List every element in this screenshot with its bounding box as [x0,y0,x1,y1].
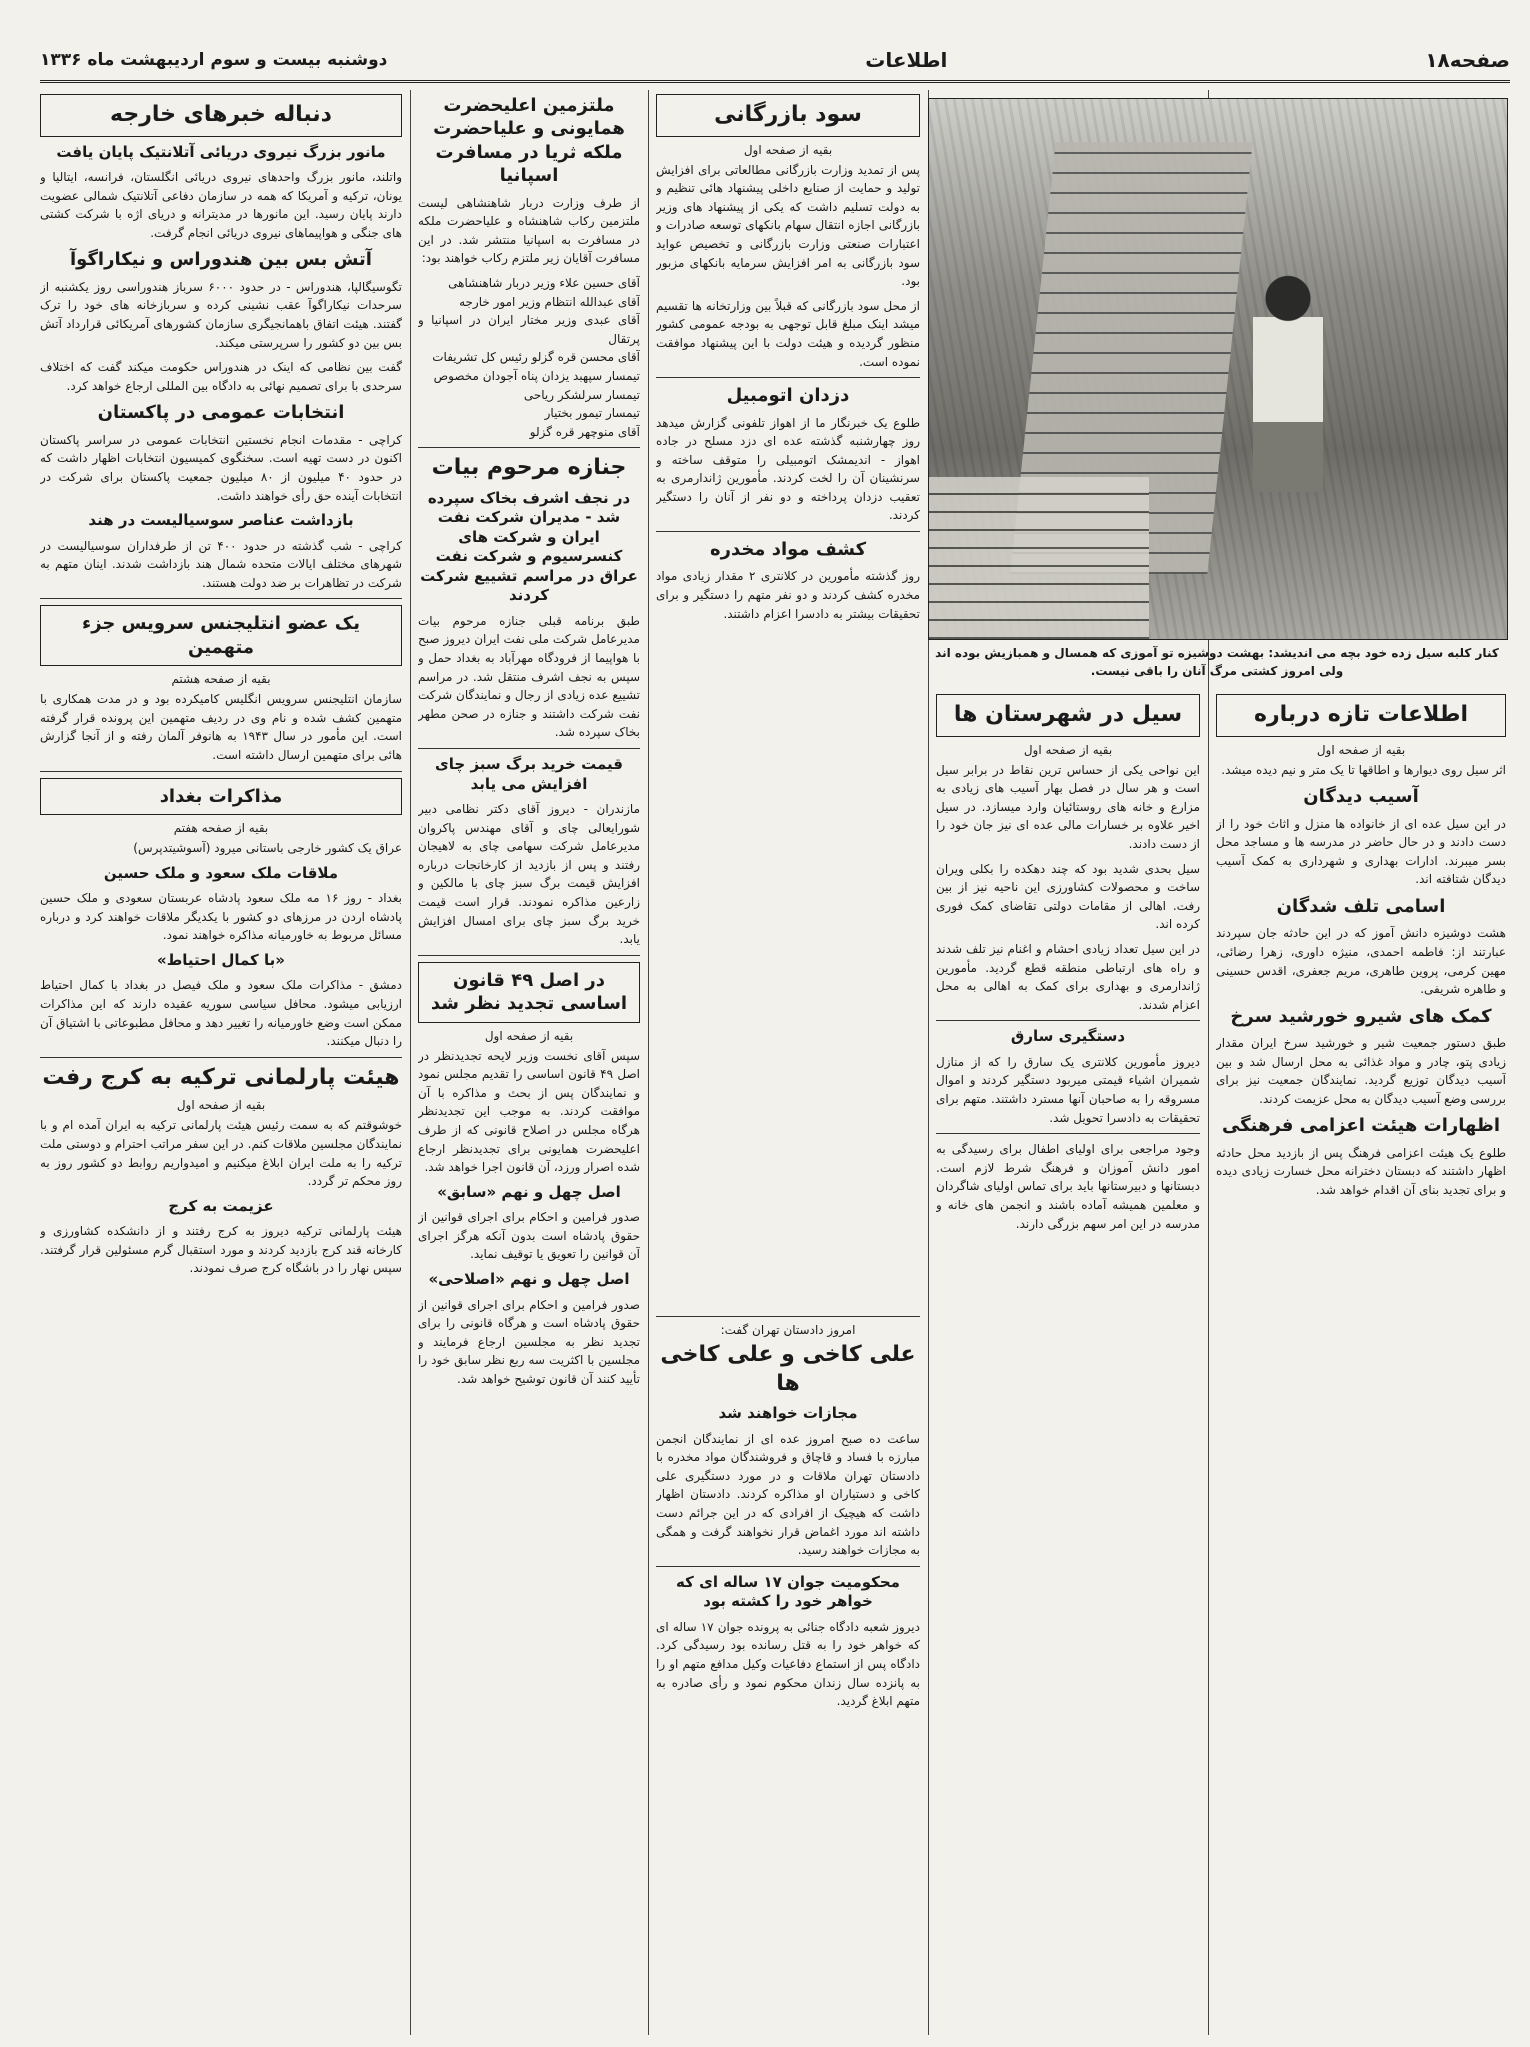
column-spain [418,90,640,2030]
subheading-article49-new: اصل چهل و نهم «اصلاحی» [428,1270,630,1288]
subheading-atlantic: مانور بزرگ نیروی دریائی آتلانتیک پایان یافت [56,142,386,161]
brick-pile [929,477,1149,639]
article-text: گفت بین نظامی که اینک در هندوراس حکومت میکند گفت که اختلاف سرحدی با برای تصمیم نهائی به دادگاه بین المللی ارجاع خواهد کرد. [40,360,402,393]
article-text: طبق دستور جمعیت شیر و خورشید سرخ ایران مقدار زیادی پتو، چادر و مواد غذائی به محل ارسال شد و بین آسیب دیدگان توزیع گردید. نمایندگان جمعیت نیز برای بررسی وضع آسیب دیدگان به محل عزیمت کردند. [1216,1036,1506,1106]
column-foreign [40,90,402,2030]
article-text: کراچی - شب گذشته در حدود ۴۰۰ تن از طرفداران سوسیالیست در شهرهای مختلف ایالات متحده شمال هند بازداشت شدند. اینان متهم به شرکت در تظاهرات بر ضد دولت هستند. [40,538,402,590]
article-text: این نواحی یکی از حساس ترین نقاط در برابر سیل است و هر سال در فصل بهار آسیب های زیادی به مزارع و خانه های روستائیان وارد میسازد. در سیل اخیر علاوه بر خسارات مالی عده ای نیز جان خود را از دست دادند. [936,762,1200,851]
photo-caption: کنار کلبه سیل زده خود بچه می اندیشد: بهشت دوشیزه تو آموزی که همسال و همبازیش بوده اند ولی امروز کشتی مرگ آنان را باقی نیست. [935,646,1499,678]
retinue-list [418,274,640,441]
continued-from: بقیه از صفحه اول [1023,742,1113,757]
subheading-delegation: اظهارات هیئت اعزامی فرهنگی [1221,1115,1501,1137]
kicker: امروز دادستان تهران گفت: [720,1323,856,1337]
subheading-karaj: عزیمت به کرج [168,1196,274,1215]
child-figure [1253,272,1323,492]
retinue-list-item: آقای محسن قره گزلو رئیس کل تشریفات [432,350,640,365]
article-text: طلوع یک هیئت اعزامی فرهنگ پس از بازدید محل حادثه اظهار داشتند که دبستان دخترانه محل خسارت زیادی دیده و برای تجدید بنای آن اقدام خواهد شد. [1216,1145,1506,1198]
subheading-victims: آسیب دیدگان [1303,786,1419,808]
article-text: واتلند، مانور بزرگ واحدهای نیروی دریائی انگلستان، فرانسه، ایتالیا و یونان، ترکیه و آمریکا که همه در سازمان دفاعی آتلانتیک شمالی عضویت دارند پایان رسید. این مانورها در مدیترانه و دریای اژه با شرکت کشتی های جنگی و هواپیماهای نیروی دریائی انجام گرفت. [40,170,402,240]
column-flood-briefs [1216,690,1506,2030]
subheadline-prosecutor: مجازات خواهند شد [718,1404,858,1423]
headline-intelligence: یک عضو انتلیجنس سرویس جزء متهمین [40,605,402,666]
headline-tea: قیمت خرید برگ سبز چای افزایش می یابد [435,755,623,793]
column-trade [656,90,920,1300]
retinue-list-item: تیمسار تیمور بختیار [544,406,640,421]
continued-from: بقیه از صفحه اول [1316,742,1406,757]
retinue-list-item: آقای حسین علاء وزیر دربار شاهنشاهی [448,275,640,290]
headline-baghdad: مذاکرات بغداد [40,778,402,815]
page-number: صفحه۱۸ [1425,48,1510,72]
subheading-names: اسامی تلف شدگان [1276,895,1446,917]
article-text: از طرف وزارت دربار شاهنشاهی لیست ملتزمین رکاب شاهنشاه و علیاحضرت ملکه در مسافرت به اسپانیا منتشر شد. در این مسافرت آقایان زیر ملتزم رکاب خواهند بود: [418,195,640,266]
retinue-list-item: تیمسار سپهبد یزدان پناه آجودان مخصوص [433,368,640,383]
article-text: دیروز مأمورین کلانتری یک سارق را که از منازل شمیران اشیاء قیمتی میربود دستگیر کردند و اموال مسروقه را به صاحبان آنها مسترد داشتند. متهم برای تحقیقات به دادسرا تحویل شد. [936,1054,1200,1125]
continued-from: بقیه از صفحه هفتم [173,821,269,836]
flood-photo [928,98,1508,640]
subheading-pakistan: انتخابات عمومی در پاکستان [97,402,345,424]
column-prosecutor [656,1310,920,2030]
article-text: دمشق - مذاکرات ملک سعود و ملک فیصل در بغداد با کمال احتیاط ارزیابی میشود. محافل سیاسی سوریه عقیده دارند که این مذاکرات ممکن است وضع خاورمیانه را تغییر دهد و محافل مطبوعاتی با اشتیاق آن را دنبال میکنند. [40,978,402,1049]
headline-constitution: در اصل ۴۹ قانون اساسی تجدید نظر شد [418,962,640,1023]
headline-theft: دستگیری سارق [1010,1027,1126,1046]
article-text: سیل بحدی شدید بود که چند دهکده را بکلی ویران ساخت و محصولات کشاورزی این ناحیه نیز از بین رفت. اهالی از مقامات دولتی تقاضای کمک فوری کرده اند. [936,861,1200,932]
continued-from: بقیه از صفحه اول [484,1028,574,1043]
article-text: هیئت پارلمانی ترکیه دیروز به کرج رفتند و از دانشکده کشاورزی و کارخانه قند کرج بازدید کردند و مورد استقبال گرم مسئولین قرار گرفتند. سپس نهار را در باشگاه کرج صرف نمودند. [40,1224,402,1276]
article-text: وجود مراجعی برای اولیای اطفال برای رسیدگی به امور دانش آموزان و فرهنگ شرط لازم است. دبستانها و دبیرستانها باید برای تماس اولیای شاگردان و معلمین همیشه آماده باشند و انجمن های خانه و مدرسه در این امر سهم بزرگی دارند. [936,1142,1200,1231]
headline-spain: ملتزمین اعلیحضرت همایونی و علیاحضرت ملکه ثریا در مسافرت اسپانیا [433,95,625,187]
article-text: تگوسیگالپا، هندوراس - در حدود ۶۰۰۰ سرباز هندوراسی روز یکشنبه از سرحدات نیکاراگوآ عقب نشینی کرده و سربازخانه های خود را ترک گفتند. هیئت اتفاق باهمانجیگری سازمان کشورهای آمریکائی قرارداد آتش بس بین دو کشور را سرپرستی میکند. [40,279,402,350]
article-text: مازندران - دیروز آقای دکتر نظامی دبیر شورایعالی چای و آقای مهندس پاکروان مدیرعامل شرکت سهامی چای به لاهیجان رفتند و پس از بازدید از کارخانجات درباره افزایش قیمت برگ سبز چای با مالکین و زارعین مذاکره نمودند. قرار است قیمت خرید برگ سبز چای برای امسال افزایش یابد. [418,802,640,947]
headline-sentence: محکومیت جوان ۱۷ ساله ای که خواهر خود را کشته بود [676,1572,900,1611]
article-text: صدور فرامین و احکام برای اجرای قوانین از حقوق پادشاه است بدون آنکه هرگز اجرای آن قوانین را تعویق یا توقیف نماید. [418,1210,640,1262]
headline-drugs: کشف مواد مخدره [709,539,867,561]
article-text: در این سیل عده ای از خانواده ها منزل و اثاث خود را از دست دادند و در حال حاضر در مدرسه ها و مساجد محل بسر میبرند. ادارات بهداری و شهرداری به کمک آسیب دیدگان شتافته اند. [1216,816,1506,887]
article-text: پس از تمدید وزارت بازرگانی مطالعاتی برای افزایش تولید و حمایت از صنایع داخلی پیشنهاد هائی تنظیم و به دولت تسلیم داشت که یکی از پیشنهاد های وزیر بازرگانی اجازه انتقال سهام بانکهای توسعه صادرات و اعتبارات صنعتی وزارت بازرگانی و تخصیص عواید سود بازرگانی به امر افزایش سرمایه بانکهای مزبور بود. [656,162,920,289]
article-text: از محل سود بازرگانی که قبلاً بین وزارتخانه ها تقسیم میشد اینک مبلغ قابل توجهی به بودجه عمومی کشور منظور گردیده و هیئت دولت با این پیشنهاد موافقت نموده است. [656,298,920,369]
subheading-socialists: بازداشت عناصر سوسیالیست در هند [88,511,354,530]
column-rule [410,90,411,2035]
newspaper-page [40,40,1510,2030]
article-text: در این سیل تعداد زیادی احشام و اغنام نیز تلف شدند و راه های ارتباطی منطقه قطع گردید. مأمورین ژاندارمری و بهداری برای کمک به اهالی به محل اعزام شدند. [936,941,1200,1012]
subheading-caution: «با کمال احتیاط» [157,950,285,969]
column-rule [648,90,649,2035]
column-flood-cities [936,690,1200,2030]
headline-prosecutor: علی کاخی و علی کاخی ها [660,1342,916,1396]
subheadline-funeral: در نجف اشرف بخاک سپرده شد - مدیران شرکت نفت ایران و شرکت های کنسرسیوم و شرکت نفت عراق در مراسم تشییع شرکت کردند [420,488,638,605]
article-text: اثر سیل روی دیوارها و اطاقها تا یک متر و نیم دیده میشد. [1221,762,1506,777]
article-text: عراق یک کشور خارجی باستانی میرود (آسوشیتدپرس) [133,841,402,856]
article-text: ساعت ده صبح امروز عده ای از نمایندگان انجمن مبارزه با فساد و قاچاق و فروشندگان مواد مخدره با دادستان تهران ملاقات و در مورد دستگیری علی کاخی و دستیاران او مذاکره کردند. دادستان اظهار داشت که هیچیک از افرادی که در این جرائم دست داشته اند مورد اغماض قرار نخواهند گرفت و همگی به مجازات خواهند رسید. [656,1431,920,1558]
headline-funeral: جنازه مرحوم بیات [431,455,627,481]
newspaper-name: اطلاعات [865,48,948,72]
continued-from: بقیه از صفحه اول [743,142,833,157]
continued-from: بقیه از صفحه هشتم [171,672,271,687]
headline-foreign-news: دنباله خبرهای خارجه [40,94,402,137]
headline-flood-cities: سیل در شهرستان ها [936,694,1200,737]
retinue-list-item: آقای عبدالله انتظام وزیر امور خارجه [459,294,640,309]
article-text: سازمان انتلیجنس سرویس انگلیس کامیکرده بود و در مدت همکاری با متهمین کشف شده و نام وی در ردیف متهمین این پرونده قرار گرفته است. این مأمور در سال ۱۹۴۳ به هانوفر آلمان رفته و از آنجا گزارش هائی برای متهمین ارسال داشته است. [40,692,402,763]
headline-flood-briefs: اطلاعات تازه درباره [1216,694,1506,737]
headline-turkey: هیئت پارلمانی ترکیه به کرج رفت [42,1064,400,1090]
article-text: کراچی - مقدمات انجام نخستین انتخابات عمومی در سراسر پاکستان اکنون در دست تهیه است. سخنگوی کمیسیون انتخابات اظهار داشت که در حدود ۴۰ میلیون از ۸۰ میلیون جمعیت پاکستان برای شرکت در انتخابات آینده حق رأی خواهند داشت. [40,432,402,503]
article-text: دیروز شعبه دادگاه جنائی به پرونده جوان ۱۷ ساله ای که خواهر خود را به قتل رسانده بود رسیدگی کرد. دادگاه پس از استماع دفاعیات وکیل مدافع متهم او را به پانزده سال زندان محکوم نمود و رأی صادره به متهم ابلاغ گردید. [656,1619,920,1709]
article-text: طبق برنامه قبلی جنازه مرحوم بیات مدیرعامل شرکت ملی نفت ایران دیروز صبح با هواپیما از فرودگاه مهرآباد به بغداد حمل و سپس به نجف اشرف منتقل شد. در مراسم تشییع عده زیادی از رجال و نمایندگان شرکت نفت شرکت داشتند و جنازه در صحن مطهر بخاک سپرده شد. [418,613,640,740]
retinue-list-item: آقای عبدی وزیر مختار ایران در اسپانیا و پرتقال [418,313,640,346]
subheading-article49-old: اصل چهل و نهم «سابق» [437,1182,621,1201]
issue-date: دوشنبه بیست و سوم اردیبهشت ماه ۱۳۳۶ [40,50,388,70]
headline-trade: سود بازرگانی [656,94,920,137]
continued-from: بقیه از صفحه اول [176,1098,266,1113]
article-text: روز گذشته مأمورین در کلانتری ۲ مقدار زیادی مواد مخدره کشف کردند و دو نفر متهم را دستگیر و برای تحقیقات بیشتر به دادسرا اعزام داشتند. [656,569,920,621]
subheading-kings-meeting: ملاقات ملک سعود و ملک حسین [103,863,339,882]
article-text: طلوع یک خبرنگار ما از اهواز تلفونی گزارش میدهد روز چهارشنبه گذشته عده ای دزد مسلح در جاده اهواز - اندیمشک اتومبیلی را متوقف ساخته و سرنشینان آن را لخت کردند. مأمورین ژاندارمری به تعقیب دزدان پرداخته و دو نفر از آنان را دستگیر کردند. [656,415,920,523]
subheading-honduras: آتش بس بین هندوراس و نیکاراگوآ [70,249,372,271]
article-text: هشت دوشیزه دانش آموز که در این حادثه جان سپردند عبارتند از: فاطمه احمدی، منیژه داوری، زهرا رضائی، مهین کرمی، پروین طاهری، مریم جعفری، اقدس حسینی و طاهره شریفی. [1216,926,1506,997]
headline-car-thieves: دزدان اتومبیل [726,385,850,407]
article-text: بغداد - روز ۱۶ مه ملک سعود پادشاه عربستان سعودی و ملک حسین پادشاه اردن در مرزهای دو کشور با یکدیگر ملاقات خواهند کرد و درباره مسائل مربوط به خاورمیانه مذاکره خواهند نمود. [40,891,402,943]
retinue-list-item: آقای منوچهر قره گزلو [529,424,640,439]
article-text: صدور فرامین و احکام برای اجرای قوانین از حقوق پادشاه است و هرگاه قانونی را برای تجدید نظر به مجلسین ارجاع فرمایند و مجلسین با اکثریت سه ربع نظر سابق خود را تأیید کنند آن قانون توشیح خواهد شد. [418,1297,640,1386]
masthead [40,40,1510,83]
article-text: سپس آقای نخست وزیر لایحه تجدیدنظر در اصل ۴۹ قانون اساسی را تقدیم مجلس نمود و نمایندگان پس از بحث و مذاکره با آن موافقت کردند. به موجب این تجدیدنظر هرگاه مجلس در اصلاح قانونی که از طرف اعلیحضرت همایونی برای تجدیدنظر ارجاع شده اصرار ورزد، آن قانون اجرا خواهد شد. [418,1048,640,1175]
subheading-red-lion: کمک های شیرو خورشید سرخ [1230,1005,1492,1027]
retinue-list-item: تیمسار سرلشکر ریاحی [523,387,640,402]
article-text: خوشوقتم که به سمت رئیس هیئت پارلمانی ترکیه به ایران آمده ام و با نمایندگان مجلسین ملاقات کنم. در این سفر مراتب احترام و دوستی ملت ترکیه را به ملت ایران ابلاغ میکنیم و امیدواریم روابط دو کشور روز به روز محکم تر گردد. [40,1118,402,1189]
